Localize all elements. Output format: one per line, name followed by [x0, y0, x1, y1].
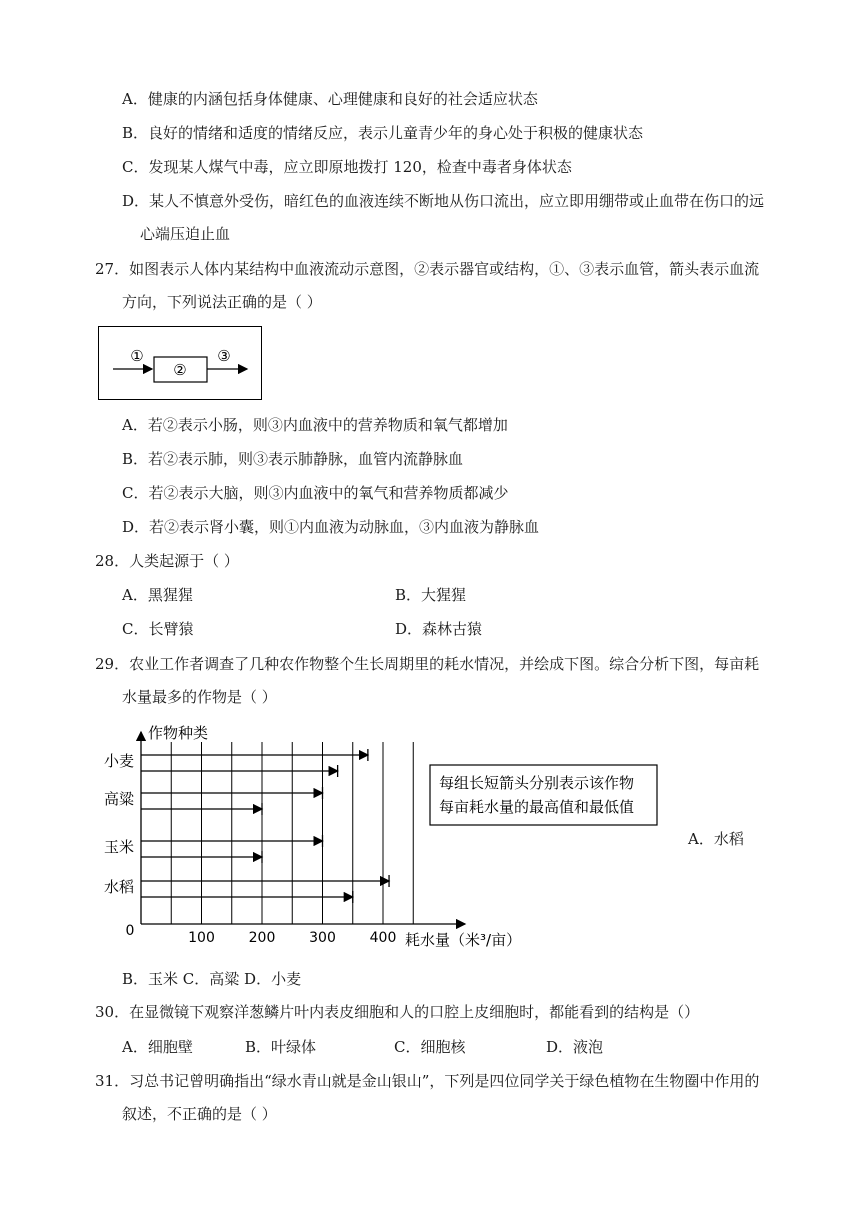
q31-stem-line1: 31．习总书记曾明确指出“绿水青山就是金山银山”，下列是四位同学关于绿色植物在生物圈中作用的 — [95, 1072, 760, 1090]
q27-option-d: D．若②表示肾小囊，则①内血液为动脉血，③内血液为静脉血 — [122, 518, 540, 536]
q28-option-b: B．大猩猩 — [395, 586, 467, 604]
y-axis-label: 作物种类 — [148, 724, 209, 742]
legend-note-line2: 每亩耗水量的最高值和最低值 — [439, 798, 635, 816]
q26-option-d-line1: D．某人不慎意外受伤，暗红色的血液连续不断地从伤口流出，应立即用绷带或止血带在伤口的远 — [122, 192, 765, 210]
x-tick-label: 400 — [369, 930, 397, 946]
q28-stem: 28．人类起源于（ ） — [95, 552, 239, 570]
q29-options-bcd: B．玉米 C．高粱 D．小麦 — [122, 970, 302, 988]
q27-flow-diagram — [98, 326, 262, 400]
q30-option-c: C．细胞核 — [394, 1038, 466, 1056]
x-tick-label: 200 — [248, 930, 276, 946]
vessel-3-label: ③ — [217, 347, 231, 365]
x-axis-label: 耗水量（米³/亩） — [405, 931, 522, 949]
category-label: 小麦 — [103, 752, 134, 770]
q27-stem-line1: 27．如图表示人体内某结构中血液流动示意图，②表示器官或结构，①、③表示血管，箭头表示血流 — [95, 260, 760, 278]
q30-stem: 30．在显微镜下观察洋葱鳞片叶内表皮细胞和人的口腔上皮细胞时，都能看到的结构是（） — [95, 1003, 700, 1021]
water-consumption-chart — [100, 722, 680, 956]
q29-stem-line1: 29．农业工作者调查了几种农作物整个生长周期里的耗水情况，并绘成下图。综合分析下图，每亩耗 — [95, 655, 760, 673]
q27-option-b: B．若②表示肺，则③表示肺静脉，血管内流静脉血 — [122, 450, 464, 468]
origin-label: 0 — [125, 923, 135, 939]
q28-option-a: A．黑猩猩 — [122, 586, 193, 604]
category-label: 水稻 — [103, 878, 134, 896]
legend-note-line1: 每组长短箭头分别表示该作物 — [439, 774, 635, 792]
q27-option-c: C．若②表示大脑，则③内血液中的氧气和营养物质都减少 — [122, 484, 509, 502]
q26-option-c: C．发现某人煤气中毒，应立即原地拨打 120，检查中毒者身体状态 — [122, 158, 572, 176]
q30-option-d: D．液泡 — [546, 1038, 604, 1056]
blood-flow-svg — [99, 327, 261, 399]
organ-2-label: ② — [173, 361, 187, 379]
x-tick-label: 100 — [188, 930, 215, 946]
q30-option-b: B．叶绿体 — [245, 1038, 317, 1056]
q26-option-b: B．良好的情绪和适度的情绪反应，表示儿童青少年的身心处于积极的健康状态 — [122, 124, 644, 142]
q27-option-a: A．若②表示小肠，则③内血液中的营养物质和氧气都增加 — [122, 416, 508, 434]
q28-option-d: D．森林古猿 — [395, 620, 483, 638]
q26-option-a: A．健康的内涵包括身体健康、心理健康和良好的社会适应状态 — [122, 90, 538, 108]
x-tick-label: 300 — [309, 930, 336, 946]
category-label: 高粱 — [103, 790, 134, 808]
q27-stem-line2: 方向，下列说法正确的是（ ） — [122, 293, 322, 311]
q29-stem-line2: 水量最多的作物是（ ） — [122, 688, 277, 706]
q29-option-a: A．水稻 — [688, 830, 744, 848]
category-label: 玉米 — [103, 838, 134, 856]
q28-option-c: C．长臂猿 — [122, 620, 194, 638]
q30-option-a: A．细胞壁 — [122, 1038, 193, 1056]
vessel-1-label: ① — [130, 347, 144, 365]
q26-option-d-line2: 心端压迫止血 — [140, 225, 231, 243]
q31-stem-line2: 叙述，不正确的是（ ） — [122, 1105, 277, 1123]
chart-svg — [100, 722, 680, 956]
